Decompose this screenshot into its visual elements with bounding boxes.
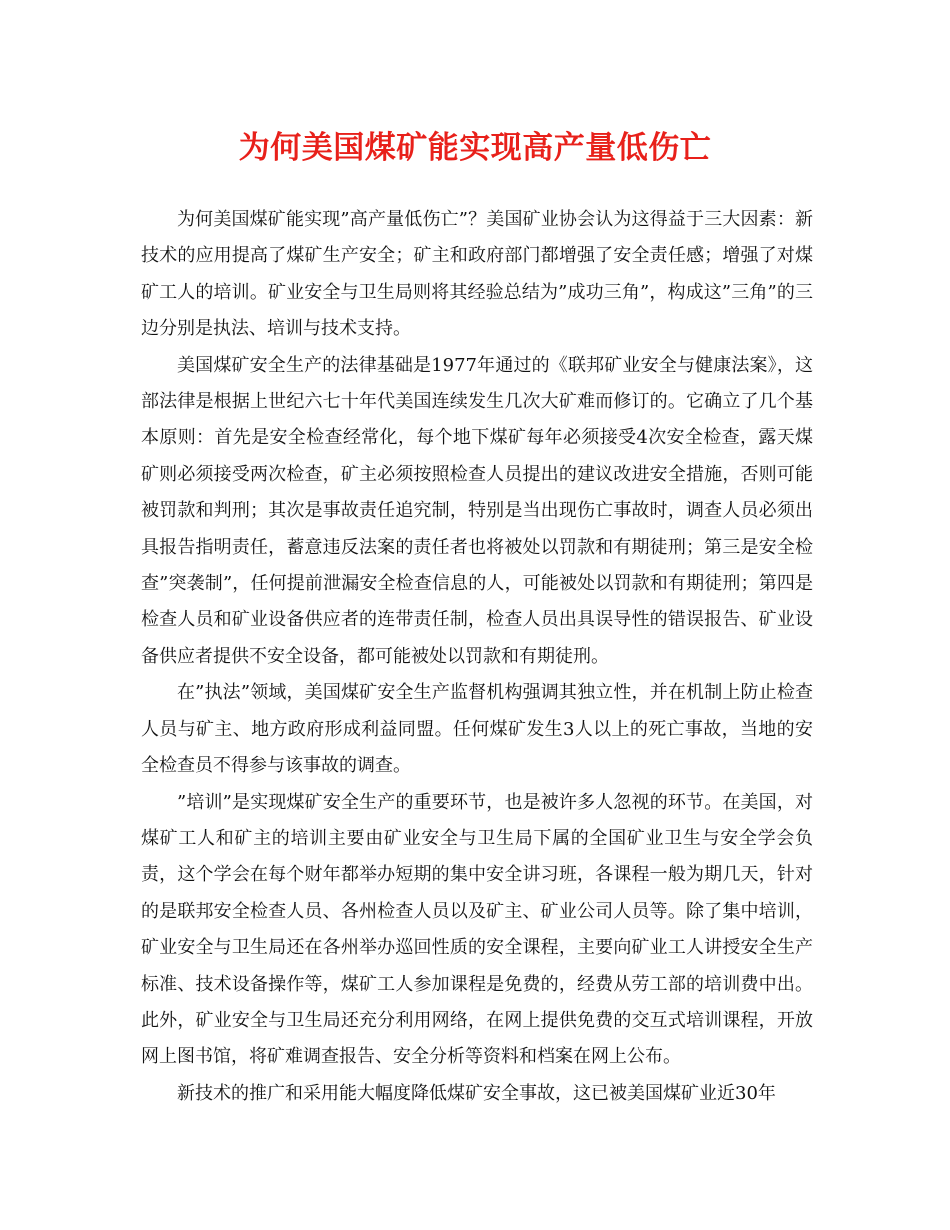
page-title: 为何美国煤矿能实现高产量低伤亡 xyxy=(238,130,712,166)
paragraph-enforcement: 在”执法”领域，美国煤矿安全生产监督机构强调其独立性，并在机制上防止检查人员与矿主、地方政府形成利益同盟。任何煤矿发生3人以上的死亡事故，当地的安全检查员不得参与该事故的调查。 xyxy=(141,682,813,777)
paragraph-legal-basis: 美国煤矿安全生产的法律基础是1977年通过的《联邦矿业安全与健康法案》，这部法律是根据上世纪六七十年代美国连续发生几次大矿难而修订的。它确立了几个基本原则：首先是安全检查经常化，每个地下煤矿每年必须接受4次安全检查，露天煤矿则必须接受两次检查，矿主必须按照检查人员提出的建议改进安全措施，否则可能被罚款和判刑；其次是事故责任追究制，特别是当出现伤亡事故时，调查人员必须出具报告指明责任，蓄意违反法案的责任者也将被处以罚款和有期徒刑；第三是安全检查”突袭制”，任何提前泄漏安全检查信息的人，可能被处以罚款和有期徒刑；第四是检查人员和矿业设备供应者的连带责任制，检查人员出具误导性的错误报告、矿业设备供应者提供不安全设备，都可能被处以罚款和有期徒刑。 xyxy=(141,354,813,667)
paragraph-intro: 为何美国煤矿能实现”高产量低伤亡”？美国矿业协会认为这得益于三大因素：新技术的应用提高了煤矿生产安全；矿主和政府部门都增强了安全责任感；增强了对煤矿工人的培训。矿业安全与卫生局则将其经验总结为”成功三角”，构成这”三角”的三边分别是执法、培训与技术支持。 xyxy=(141,209,813,340)
article-body xyxy=(141,202,813,1112)
paragraph-technology: 新技术的推广和采用能大幅度降低煤矿安全事故，这已被美国煤矿业近30年 xyxy=(177,1082,776,1104)
paragraph-training: ”培训”是实现煤矿安全生产的重要环节，也是被许多人忽视的环节。在美国，对煤矿工人和矿主的培训主要由矿业安全与卫生局下属的全国矿业卫生与安全学会负责，这个学会在每个财年都举办短期的集中安全讲习班，各课程一般为期几天，针对的是联邦安全检查人员、各州检查人员以及矿主、矿业公司人员等。除了集中培训，矿业安全与卫生局还在各州举办巡回性质的安全课程，主要向矿业工人讲授安全生产标准、技术设备操作等，煤矿工人参加课程是免费的，经费从劳工部的培训费中出。此外，矿业安全与卫生局还充分利用网络，在网上提供免费的交互式培训课程，开放网上图书馆，将矿难调查报告、安全分析等资料和档案在网上公布。 xyxy=(141,791,813,1068)
